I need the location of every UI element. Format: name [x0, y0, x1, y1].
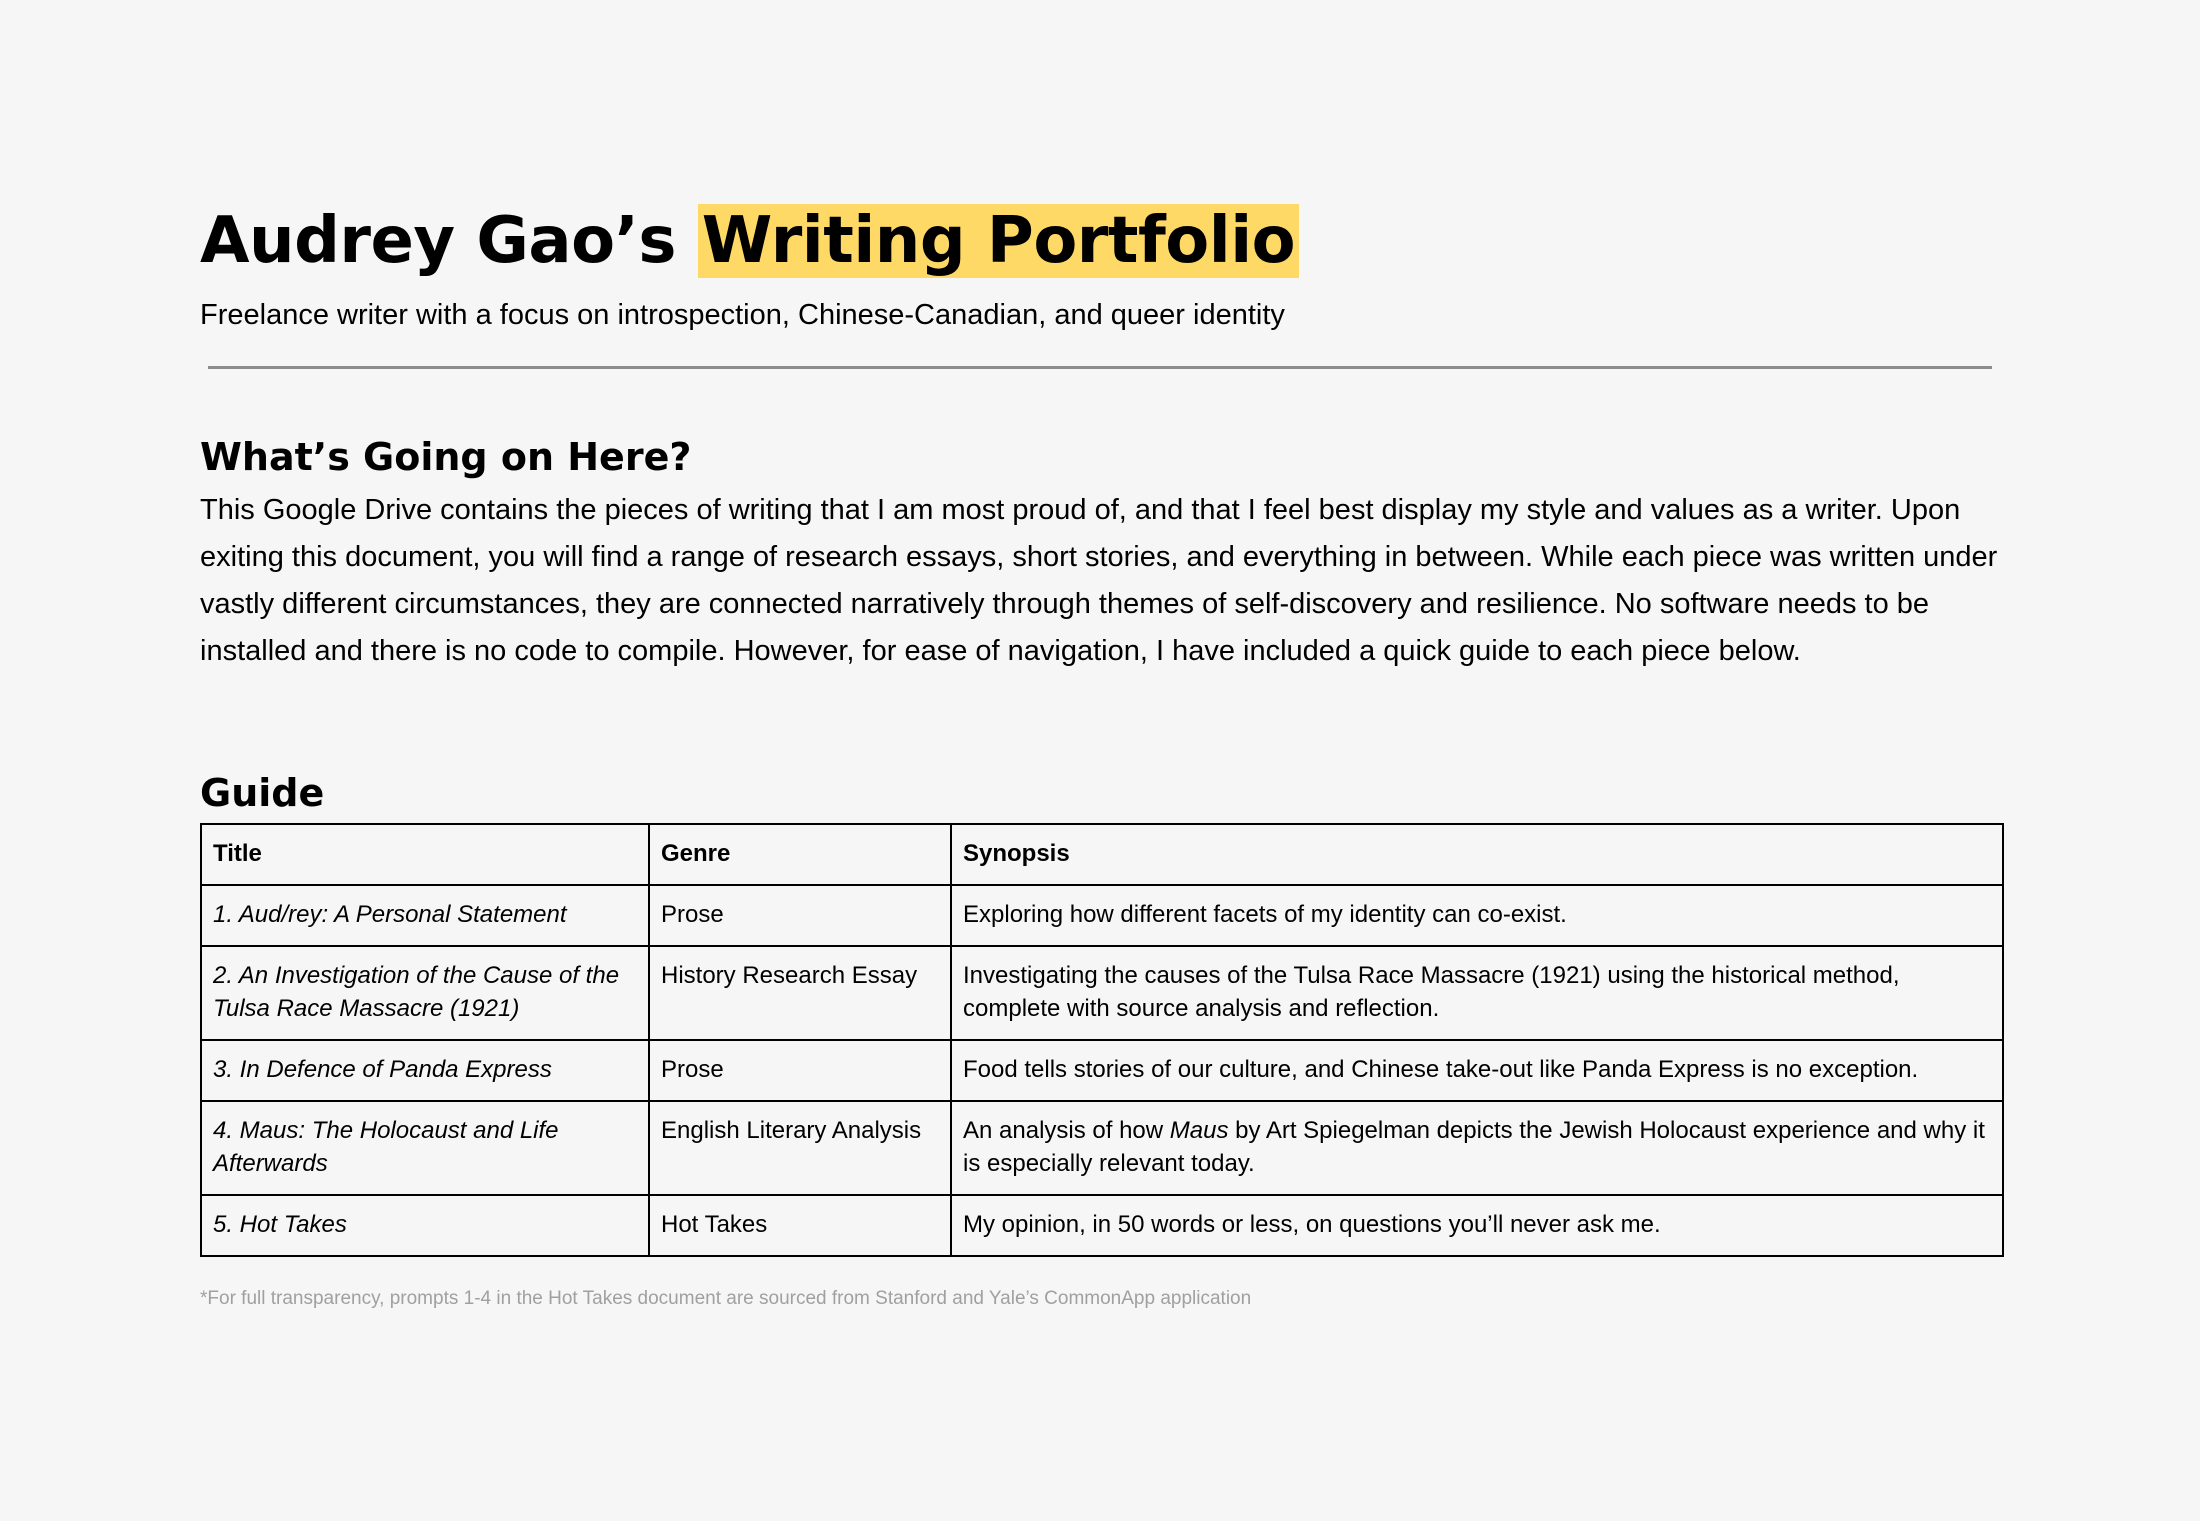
guide-heading: Guide: [200, 771, 325, 815]
row-genre: Prose: [649, 1040, 951, 1101]
guide-table: [200, 823, 2004, 1257]
page-title: [200, 202, 1299, 280]
intro-heading: What’s Going on Here?: [200, 435, 692, 479]
row-genre: Hot Takes: [649, 1195, 951, 1256]
row-synopsis: [951, 1101, 2003, 1195]
synopsis-text: An analysis of how: [963, 1117, 1170, 1144]
column-header-genre: Genre: [649, 824, 951, 885]
row-title: 4. Maus: The Holocaust and Life Afterwards: [201, 1101, 649, 1195]
table-row: [201, 1101, 2003, 1195]
row-genre: History Research Essay: [649, 946, 951, 1040]
table-row: [201, 1040, 2003, 1101]
row-synopsis: Investigating the causes of the Tulsa Race Massacre (1921) using the historical method, complete with source analysis and reflection.: [951, 946, 2003, 1040]
row-genre: Prose: [649, 885, 951, 946]
row-synopsis: Food tells stories of our culture, and Chinese take-out like Panda Express is no exception.: [951, 1040, 2003, 1101]
row-synopsis: Exploring how different facets of my identity can co-exist.: [951, 885, 2003, 946]
table-header-row: [201, 824, 2003, 885]
column-header-title: Title: [201, 824, 649, 885]
synopsis-italic-title: Maus: [1169, 1117, 1229, 1144]
row-genre: English Literary Analysis: [649, 1101, 951, 1195]
row-title: 3. In Defence of Panda Express: [201, 1040, 649, 1101]
title-highlight: Writing Portfolio: [698, 204, 1299, 278]
footnote: *For full transparency, prompts 1-4 in the Hot Takes document are sourced from Stanford and Yale’s CommonApp application: [200, 1288, 1252, 1309]
page-subtitle: Freelance writer with a focus on introspection, Chinese-Canadian, and queer identity: [200, 299, 1285, 331]
intro-paragraph: This Google Drive contains the pieces of writing that I am most proud of, and that I feel best display my style and values as a writer. Upon exiting this document, you will find a range of research essays, short stories, and everything in between. While each piece was written under vastly different circumstances, they are connected narratively through themes of self-discovery and resilience. No software needs to be installed and there is no code to compile. However, for ease of navigation, I have included a quick guide to each piece below.: [200, 494, 1998, 667]
row-synopsis: My opinion, in 50 words or less, on questions you’ll never ask me.: [951, 1195, 2003, 1256]
column-header-synopsis: Synopsis: [951, 824, 2003, 885]
row-title: 2. An Investigation of the Cause of the Tulsa Race Massacre (1921): [201, 946, 649, 1040]
table-row: [201, 1195, 2003, 1256]
title-prefix: Audrey Gao’s: [200, 204, 698, 278]
row-title: 1. Aud/rey: A Personal Statement: [201, 885, 649, 946]
synopsis-text: by Art Spiegelman depicts the Jewish Holocaust experience and why it is especially relevant today.: [963, 1117, 1985, 1177]
horizontal-divider: [208, 366, 1992, 369]
table-row: [201, 885, 2003, 946]
row-title: 5. Hot Takes: [201, 1195, 649, 1256]
table-row: [201, 946, 2003, 1040]
